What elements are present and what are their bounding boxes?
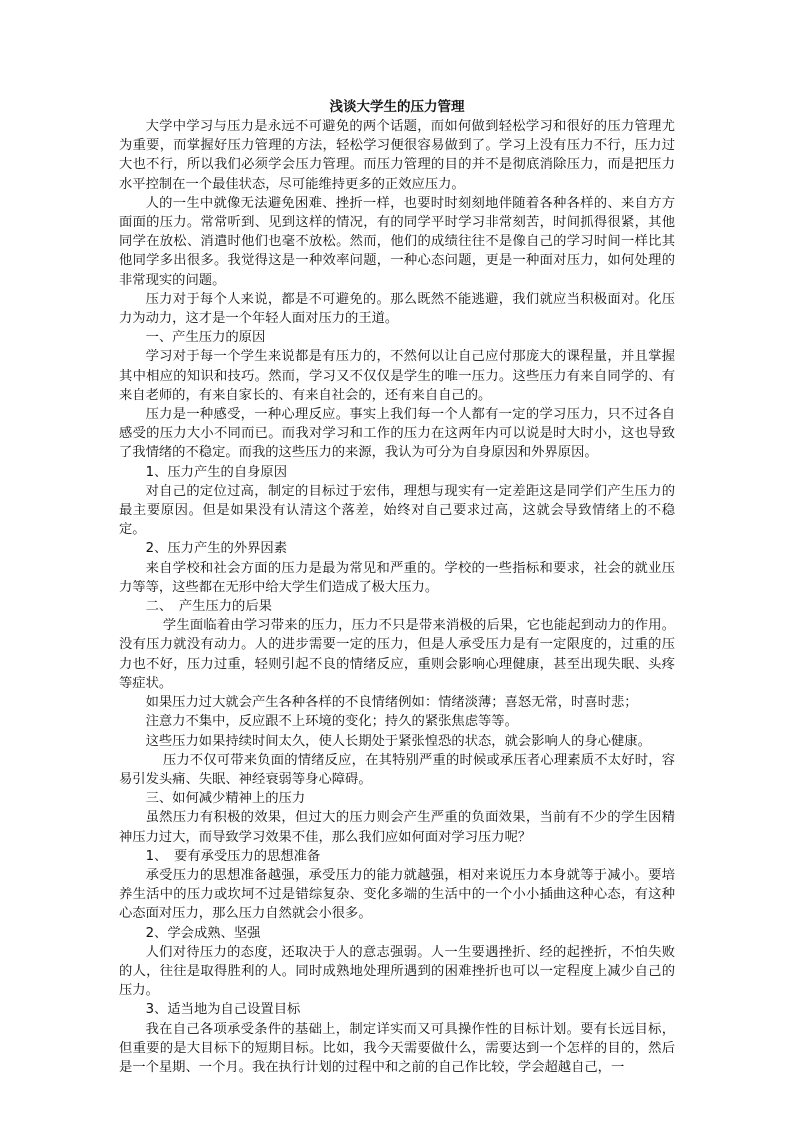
paragraph-pressure-life: 人的一生中就像无法避免困难、挫折一样，也要时时刻刻地伴随着各种各样的、来自方方面面的压力。常常听到、见到这样的情况，有的同学平时学习非常刻苦，时间抓得很紧，其他同学在放松、消遣时他们也毫不放松。然而，他们的成绩往往不是像自己的学习时间一样比其他同学多出很多。我觉得这是一种效率问题，一种心态问题，更是一种面对压力，如何处理的非常现实的问题。 bbox=[119, 195, 675, 288]
paragraph-set-goals: 我在自己各项承受条件的基础上，制定详实而又可具操作性的目标计划。要有长远目标，但重要的是大目标下的短期目标。比如，我今天需要做什么，需要达到一个怎样的目的，然后是一个星期、一个月。我在执行计划的过程中和之前的自己作比较，学会超越自己，一 bbox=[119, 1021, 675, 1075]
section-heading-reduce: 三、如何减少精神上的压力 bbox=[145, 791, 306, 807]
paragraph-attention: 注意力不集中，反应跟不上环境的变化；持久的紧张焦虑等等。 bbox=[145, 714, 518, 730]
section-heading-consequences: 二、 产生压力的后果 bbox=[145, 599, 272, 615]
paragraph-study-pressure: 学习对于每一个学生来说都是有压力的，不然何以让自己应付那庞大的课程量，并且掌握其中相应的知识和技巧。然而，学习又不仅仅是学生的唯一压力。这些压力有来自同学的、有来自老师的，有来自家长的、有来自社会的，还有来自自己的。 bbox=[119, 349, 675, 403]
paragraph-long-pressure: 这些压力如果持续时间太久，使人长期处于紧张惶恐的状态，就会影响人的身心健康。 bbox=[145, 733, 651, 749]
subheading-mental-preparation: 1、 要有承受压力的思想准备 bbox=[145, 848, 321, 864]
paragraph-bad-emotions: 如果压力过大就会产生各种各样的不良情绪例如：情绪淡薄；喜怒无常，时喜时悲； bbox=[145, 695, 638, 711]
paragraph-intro: 大学中学习与压力是永远不可避免的两个话题，而如何做到轻松学习和很好的压力管理尤为重要，而掌握好压力管理的方法，轻松学习便很容易做到了。学习上没有压力不行，压力过大也不行，所以我们必须学会压力管理。而压力管理的目的并不是彻底消除压力，而是把压力水平控制在一个最佳状态，尽可能维持更多的正效应压力。 bbox=[119, 119, 675, 192]
subheading-internal-causes: 1、压力产生的自身原因 bbox=[145, 464, 288, 480]
subheading-mature-strong: 2、学会成熟、坚强 bbox=[145, 925, 261, 941]
paragraph-internal-causes: 对自己的定位过高，制定的目标过于宏伟，理想与现实有一定差距这是同学们产生压力的最主要原因。但是如果没有认清这个落差，始终对自己要求过高，这就会导致情绪上的不稳定。 bbox=[119, 483, 675, 538]
paragraph-reduce-intro: 虽然压力有积极的效果，但过大的压力则会产生严重的负面效果，当前有不少的学生因精神压力过大，而导致学习效果不佳，那么我们应如何面对学习压力呢？ bbox=[119, 810, 675, 845]
paragraph-mental-preparation: 承受压力的思想准备越强，承受压力的能力就越强，相对来说压力本身就等于减小。要培养生活中的压力或坎坷不过是错综复杂、变化多端的生活中的一个小小插曲这种心态，有这种心态面对压力，那么压力自然就会小很多。 bbox=[119, 867, 675, 922]
section-heading-causes: 一、产生压力的原因 bbox=[145, 330, 266, 346]
paragraph-pressure-attitude: 压力对于每个人来说，都是不可避免的。那么既然不能逃避，我们就应当积极面对。化压力为动力，这才是一个年轻人面对压力的王道。 bbox=[119, 291, 675, 327]
subheading-external-causes: 2、压力产生的外界因素 bbox=[145, 541, 288, 557]
subheading-set-goals: 3、适当地为自己设置目标 bbox=[145, 1002, 301, 1018]
paragraph-external-causes: 来自学校和社会方面的压力是最为常见和严重的。学校的一些指标和要求，社会的就业压力等等，这些都在无形中给大学生们造成了极大压力。 bbox=[119, 560, 675, 595]
paragraph-consequences: 学生面临着由学习带来的压力，压力不只是带来消极的后果，它也能起到动力的作用。没有压力就没有动力。人的进步需要一定的压力，但是人承受压力是有一定限度的，过重的压力也不好，压力过重，轻则引起不良的情绪反应，重则会影响心理健康，甚至出现失眠、头疼等症状。 bbox=[119, 618, 675, 691]
paragraph-negative-effects: 压力不仅可带来负面的情绪反应，在其特别严重的时候或承压者心理素质不太好时，容易引发头痛、失眠、神经衰弱等身心障碍。 bbox=[119, 752, 675, 787]
document-page bbox=[119, 98, 675, 1077]
paragraph-mature-strong: 人们对待压力的态度，还取决于人的意志强弱。人一生要遇挫折、经的起挫折，不怕失败的人，往往是取得胜利的人。同时成熟地处理所遇到的困难挫折也可以一定程度上减少自己的压力。 bbox=[119, 944, 675, 999]
paragraph-pressure-feeling: 压力是一种感受，一种心理反应。事实上我们每一个人都有一定的学习压力，只不过各自感受的压力大小不同而已。而我对学习和工作的压力在这两年内可以说是时大时小，这也导致了我情绪的不稳定。而我的这些压力的来源，我认为可分为自身原因和外界原因。 bbox=[119, 407, 675, 461]
document-title: 浅谈大学生的压力管理 bbox=[329, 99, 465, 115]
